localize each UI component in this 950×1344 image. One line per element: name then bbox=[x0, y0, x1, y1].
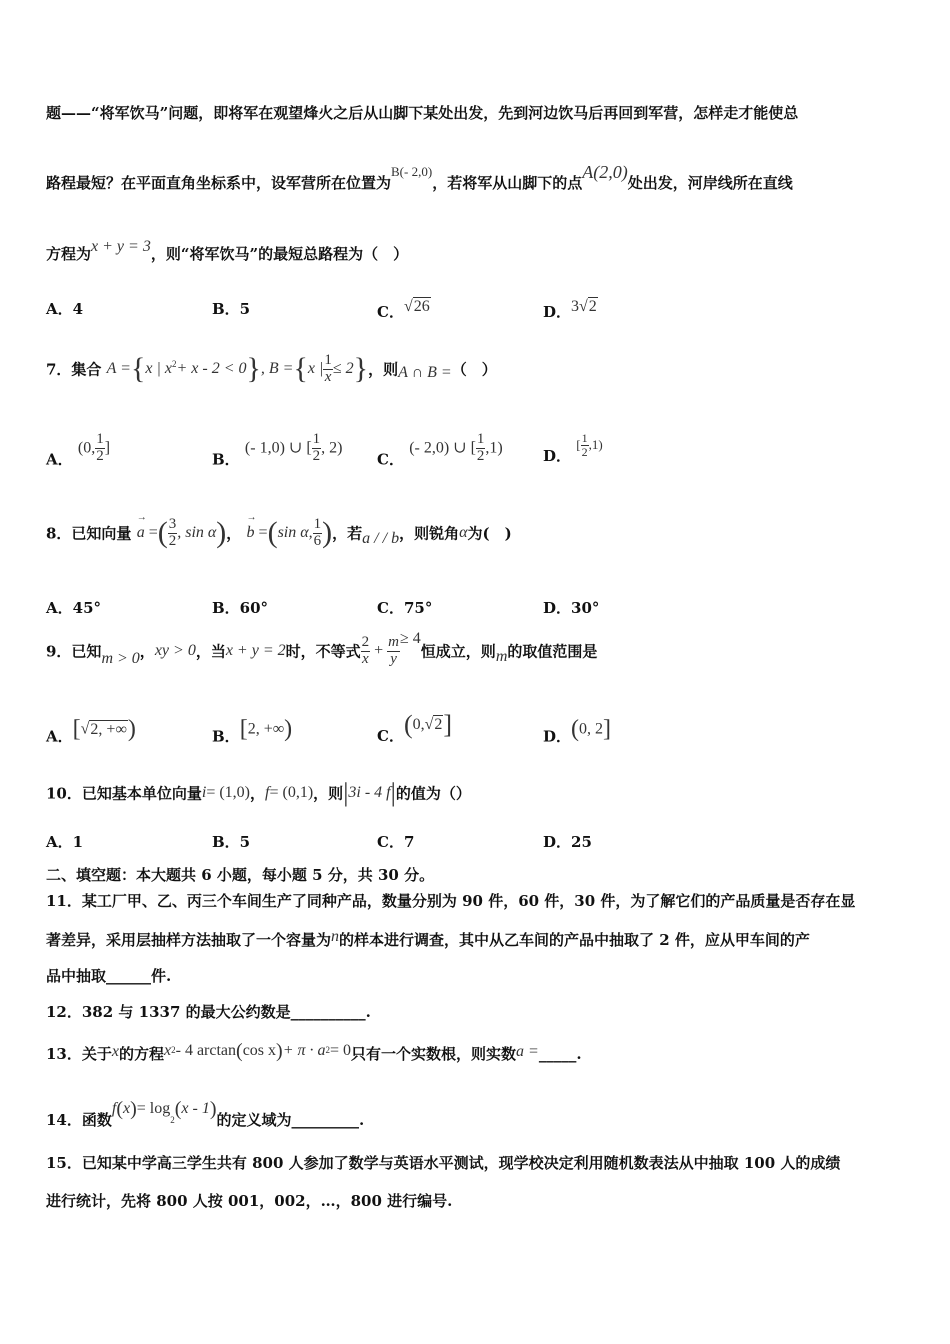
q6-option-a: A．4 bbox=[46, 300, 84, 318]
q6-option-c bbox=[377, 298, 431, 322]
paren-open-a: ( bbox=[157, 516, 168, 549]
eq-cos: cos x bbox=[242, 1042, 277, 1059]
q7-label: 7．集合 bbox=[46, 360, 102, 379]
m-symbol: m bbox=[495, 648, 508, 665]
frac-den: 2 bbox=[476, 447, 485, 464]
q7-option-d bbox=[543, 432, 603, 466]
q9-option-d bbox=[543, 716, 611, 747]
q8-option-d: D．30° bbox=[543, 599, 600, 617]
square-exp-a: 2 bbox=[171, 359, 177, 369]
set-b-body: x | bbox=[307, 360, 324, 377]
parallel-expr: a / / b bbox=[362, 530, 400, 547]
set-a-body2: + x - 2 < 0 bbox=[176, 360, 247, 377]
q12: 12．382 与 1337 的最大公约数是__________. bbox=[46, 1003, 371, 1021]
sqrt-26: √26 bbox=[403, 298, 430, 315]
q8-option-b: B．60° bbox=[212, 599, 269, 617]
q6-option-d-label: D． bbox=[543, 303, 572, 321]
q7-opt-a-bracket: ] bbox=[104, 439, 111, 457]
q7-opt-c-frac bbox=[476, 432, 486, 465]
frac-num: 3 bbox=[168, 515, 177, 532]
q14-label: 14．函数 bbox=[46, 1111, 112, 1129]
point-a: A(2,0) bbox=[582, 162, 628, 182]
set-a-body1: x | x bbox=[145, 360, 172, 377]
eq-x: x bbox=[164, 1042, 172, 1059]
bracket-close: ] bbox=[603, 716, 612, 742]
frac-den: 2 bbox=[168, 532, 177, 549]
eq-arctan: - 4 arctan bbox=[175, 1042, 237, 1059]
frac-den: 2 bbox=[96, 447, 104, 464]
frac-num: 1 bbox=[324, 351, 332, 368]
frac-num: 1 bbox=[313, 515, 322, 532]
q7-opt-a-expr: (0, bbox=[77, 439, 96, 457]
unit-i-value: = (1,0) bbox=[206, 784, 251, 801]
q14-stem bbox=[46, 1098, 364, 1130]
abs-expr: 3i - 4 f bbox=[348, 784, 391, 801]
q10-option-c: C．7 bbox=[377, 833, 415, 851]
q9-opt-c-zero: 0, bbox=[412, 716, 425, 733]
section-2-heading: 二、填空题：本大题共 6 小题，每小题 5 分，共 30 分。 bbox=[46, 866, 435, 884]
set-a-name: A = bbox=[106, 360, 131, 377]
q10-option-b: B．5 bbox=[212, 833, 251, 851]
q9-sep: ， bbox=[139, 642, 155, 661]
q7-option-a-label: A． bbox=[46, 450, 73, 469]
unit-f-value: = (0,1) bbox=[269, 784, 314, 801]
q7-stem bbox=[46, 352, 497, 386]
q8-option-a: A．45° bbox=[46, 599, 102, 617]
paren-close: ) bbox=[127, 716, 136, 742]
q9-option-a bbox=[46, 716, 136, 747]
paren-open-b: ( bbox=[267, 516, 278, 549]
paren-open: ( bbox=[571, 716, 580, 742]
q9-shi: 时，不等式 bbox=[285, 642, 361, 661]
q7-opt-c-expr: (- 2,0) ∪ [ bbox=[409, 439, 476, 457]
q7-option-c bbox=[377, 432, 503, 469]
q14-tail: 的定义域为_________. bbox=[216, 1111, 365, 1129]
set-b-name: , B = bbox=[260, 360, 294, 377]
q6-option-b: B．5 bbox=[212, 300, 251, 318]
q10-tail: 的值为（） bbox=[395, 784, 471, 803]
q6-line3b: ，则“将军饮马”的最短总路程为（ ） bbox=[150, 245, 409, 263]
q7-opt-d-end: ,1) bbox=[588, 437, 603, 453]
frac-den: x bbox=[362, 650, 369, 667]
eq-zero: = 0 bbox=[330, 1042, 352, 1059]
q9-option-a-label: A． bbox=[46, 727, 73, 746]
eq-x-square: 2 bbox=[171, 1045, 176, 1055]
unit-i: i bbox=[201, 784, 207, 801]
bracket-open: [ bbox=[72, 716, 81, 742]
q15-line1: 15．已知某中学高三学生共有 800 人参加了数学与英语水平测试，现学校决定利用随机数表法从中抽取 100 人的成绩 bbox=[46, 1154, 841, 1172]
q9-option-c bbox=[377, 710, 452, 746]
func-x: x bbox=[123, 1100, 131, 1117]
q8-comma: ， bbox=[226, 524, 242, 543]
q11-line3: 品中抽取______件. bbox=[46, 967, 172, 985]
unit-f: f bbox=[265, 784, 270, 801]
alpha-symbol: α bbox=[459, 524, 468, 541]
log-argument: x - 1 bbox=[181, 1100, 210, 1117]
frac-num: 1 bbox=[476, 431, 485, 447]
q9-opt-d-expr: 0, 2 bbox=[579, 720, 604, 738]
q9-opt-b-expr: 2, +∞ bbox=[247, 720, 285, 738]
q11-line1: 11．某工厂甲、乙、丙三个车间生产了同种产品，数量分别为 90 件，60 件，30 件，为了解它们的产品质量是否存在显 bbox=[46, 892, 856, 910]
q7-option-d-label: D． bbox=[543, 447, 572, 466]
q6-line2c: 处出发，河岸线所在直线 bbox=[627, 174, 793, 192]
frac-den: 2 bbox=[312, 447, 321, 464]
set-b-cond: ≤ 2 bbox=[332, 360, 354, 377]
q8-ruo: ，若 bbox=[332, 524, 363, 543]
fraction-m-over-y bbox=[387, 635, 400, 668]
q6-line2a: 路程最短？在平面直角坐标系中，设军营所在位置为 bbox=[46, 174, 392, 192]
func-paren-close: ) bbox=[130, 1098, 137, 1120]
q11-line2 bbox=[46, 928, 810, 950]
q7-opt-d-expr: [ bbox=[576, 437, 581, 453]
q13-blank: _____. bbox=[538, 1045, 582, 1063]
q7-opt-b-end: , 2) bbox=[321, 439, 343, 457]
fraction-1-over-6 bbox=[313, 517, 323, 550]
q6-line1: 题——“将军饮马”问题，即将军在观望烽火之后从山脚下某处出发，先到河边饮马后再回到军营，怎样走才能使总 bbox=[46, 104, 799, 122]
q7-option-b bbox=[212, 432, 342, 469]
q7-paren: （ ） bbox=[451, 360, 497, 379]
q9-option-c-label: C． bbox=[377, 727, 404, 745]
cond-m-positive: m > 0 bbox=[101, 650, 140, 667]
q10-ze: ，则 bbox=[313, 784, 344, 803]
paren-close: ) bbox=[284, 716, 293, 742]
frac-den: 6 bbox=[313, 532, 322, 549]
log-base: 2 bbox=[170, 1115, 175, 1125]
cond-sum: x + y = 2 bbox=[225, 642, 286, 659]
abs-bar-close: | bbox=[390, 778, 396, 807]
q7-opt-d-frac bbox=[581, 432, 589, 458]
q9-opt-a-expr: √2, +∞ bbox=[80, 720, 127, 738]
q7-opt-b-frac bbox=[312, 432, 322, 465]
frac-den: 2 bbox=[581, 444, 588, 459]
line-equation: x + y = 3 bbox=[91, 238, 151, 255]
sqrt-2-radicand: 2 bbox=[588, 298, 597, 315]
q9-tail: 恒成立，则 bbox=[420, 642, 496, 661]
var-a: a = bbox=[516, 1043, 539, 1060]
vector-b: → b bbox=[247, 524, 255, 542]
frac-den: x bbox=[324, 368, 332, 385]
q11-line2a: 著差异，采用层抽样方法抽取了一个容量为 bbox=[46, 931, 332, 949]
frac-num: 2 bbox=[361, 633, 370, 650]
q13-label: 13．关于 bbox=[46, 1045, 112, 1063]
q9-label: 9．已知 bbox=[46, 642, 102, 661]
frac-num: 1 bbox=[312, 431, 321, 447]
q7-opt-c-end: ,1) bbox=[485, 439, 503, 457]
q9-opt-c-expr: 0,√2 bbox=[412, 716, 443, 733]
eq-a-square: 2 bbox=[325, 1045, 330, 1055]
q10-option-a: A．1 bbox=[46, 833, 84, 851]
q7-tail: ，则 bbox=[368, 360, 399, 379]
a-cap-b: A ∩ B = bbox=[398, 364, 452, 381]
q13-stem bbox=[46, 1040, 582, 1064]
q8-tail: ，则锐角 bbox=[399, 524, 460, 543]
q7-option-a bbox=[46, 432, 110, 469]
q13-mid: 的方程 bbox=[118, 1045, 164, 1063]
bracket-open: [ bbox=[239, 716, 248, 742]
frac-num: m bbox=[388, 633, 400, 650]
paren-close-a: ) bbox=[216, 516, 227, 549]
abs-bar-open: | bbox=[343, 778, 349, 807]
q8-tail2: 为( ) bbox=[467, 524, 512, 543]
q10-sep: ， bbox=[250, 784, 266, 803]
vector-a: → a bbox=[137, 524, 145, 542]
equals-b: = bbox=[254, 524, 268, 541]
three-coefficient: 3 bbox=[571, 298, 580, 315]
q8-option-c: C．75° bbox=[377, 599, 433, 617]
arg-paren-close: ) bbox=[209, 1098, 217, 1120]
arg-paren-open: ( bbox=[174, 1098, 182, 1120]
q8-label: 8．已知向量 bbox=[46, 524, 132, 543]
q7-opt-a-frac bbox=[95, 432, 105, 465]
plus-sign: + bbox=[370, 642, 388, 659]
q7-option-c-label: C． bbox=[377, 450, 404, 469]
q9-stem bbox=[46, 630, 597, 668]
q9-opt-a-value: 2, +∞ bbox=[90, 720, 127, 738]
func-paren-open: ( bbox=[116, 1098, 123, 1120]
paren-open: ( bbox=[403, 710, 413, 739]
q7-option-b-label: B． bbox=[212, 450, 240, 469]
func-f: f bbox=[111, 1100, 117, 1117]
brace-open-a: { bbox=[130, 352, 146, 385]
variable-x: x bbox=[111, 1043, 119, 1060]
q9-tail2: 的取值范围是 bbox=[507, 642, 598, 661]
fraction-3-over-2 bbox=[168, 517, 178, 550]
three-sqrt-2: 3√2 bbox=[571, 298, 597, 315]
q15-line2: 进行统计，先将 800 人按 001，002，…，800 进行编号. bbox=[46, 1192, 453, 1210]
q9-option-d-label: D． bbox=[543, 727, 572, 746]
cond-xy-positive: xy > 0 bbox=[154, 642, 196, 659]
q8-stem bbox=[46, 516, 512, 550]
brace-close-a: } bbox=[246, 352, 261, 385]
func-log: = log bbox=[136, 1100, 171, 1117]
brace-open-b: { bbox=[293, 352, 308, 385]
q10-option-d: D．25 bbox=[543, 833, 592, 851]
equals-a: = bbox=[144, 524, 158, 541]
q10-label: 10．已知基本单位向量 bbox=[46, 784, 202, 803]
frac-den: y bbox=[390, 650, 397, 667]
q10-stem bbox=[46, 778, 471, 808]
bracket-close: ] bbox=[443, 710, 453, 739]
eq-paren-close: ) bbox=[276, 1040, 283, 1062]
q6-line2 bbox=[46, 162, 793, 193]
q6-line2b: ，若将军从山脚下的点 bbox=[432, 174, 583, 192]
sqrt-26-radicand: 26 bbox=[413, 298, 430, 315]
sin-alpha-a: , sin α bbox=[177, 524, 217, 541]
fraction-2-over-x bbox=[361, 635, 371, 668]
q11-line2b: 的样本进行调查，其中从乙车间的产品中抽取了 2 件，应从甲车间的产 bbox=[339, 931, 810, 949]
eq-pi-a: + π · a bbox=[282, 1042, 326, 1059]
q6-option-c-label: C． bbox=[377, 303, 404, 321]
q6-line3 bbox=[46, 238, 408, 264]
q7-opt-b-expr: (- 1,0) ∪ [ bbox=[244, 439, 312, 457]
q13-tail: 只有一个实数根，则实数 bbox=[351, 1045, 517, 1063]
point-b: B(- 2,0) bbox=[391, 164, 433, 179]
q6-line3a: 方程为 bbox=[46, 245, 92, 263]
frac-num: 1 bbox=[581, 431, 588, 445]
q9-dang: ，当 bbox=[195, 642, 226, 661]
paren-close-b: ) bbox=[322, 516, 333, 549]
sample-size-n: n bbox=[331, 928, 340, 945]
brace-close-b: } bbox=[353, 352, 369, 385]
q9-option-b-label: B． bbox=[212, 727, 240, 746]
sin-alpha-b: sin α, bbox=[277, 524, 313, 541]
frac-num: 1 bbox=[96, 431, 104, 447]
fraction-1-over-x bbox=[323, 353, 333, 386]
q9-opt-c-value: 2 bbox=[434, 716, 443, 733]
ge-four: ≥ 4 bbox=[400, 630, 421, 647]
q6-option-d bbox=[543, 298, 598, 322]
eq-paren-open: ( bbox=[236, 1040, 243, 1062]
q9-option-b bbox=[212, 716, 292, 747]
